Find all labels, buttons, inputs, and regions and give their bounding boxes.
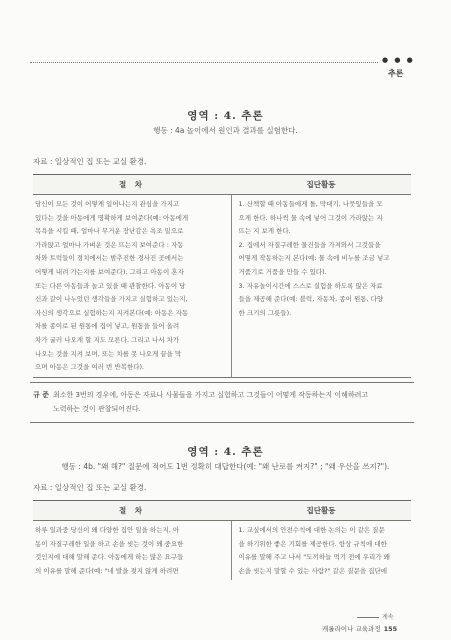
section2-group-text: [231, 521, 411, 581]
criterion-note: [33, 388, 413, 416]
continued-marker: [357, 612, 394, 621]
section1-activity-table: [33, 174, 411, 378]
procedure-text-line: 것인지에 대해 말해 준다. 아동에게 하는 많은 요구들: [35, 553, 184, 562]
criterion-label: 규 준: [33, 391, 49, 399]
group-activity-line: 1. 산책할 때 아동들에게 돌, 막대기, 나뭇잎들을 모: [238, 200, 383, 208]
section1-behavior: 행동 : 4a 놀이에서 원인과 결과를 실험한다.: [153, 126, 298, 135]
group-activity-line: 으게 한다. 하나씩 물 속에 넣어 그것이 가라앉는 지: [238, 213, 383, 222]
group-activity-line: 을 하기위한 좋은 기회를 제공한다. 항상 규칙에 대한: [238, 539, 387, 548]
procedure-text-line: 당신이 모든 것이 어떻게 일어나는지 관심을 가지고: [35, 200, 180, 208]
group-activity-line: 3. 자유놀이시간에 스스로 실험을 하도록 많은 자료: [238, 281, 383, 290]
procedure-text-line: 동이 자질구레한 일을 하고 손을 씻는 것이 왜 중요한: [35, 539, 184, 548]
section2-behavior: 행동 : 4b. "왜 해?" 질문에 적어도 1번 정확히 대답한다(예: "왜 난로를 켜지?" ; "왜 우산을 쓰지?").: [61, 462, 390, 471]
section2-procedure-header: 절 차: [33, 501, 231, 521]
header-dots: ● ● ●: [382, 56, 415, 64]
procedure-text-line: 차가 굴러 나오게 할 지도 모른다. 그리고 나서 차가: [35, 335, 180, 344]
page-footer: [322, 624, 397, 633]
section1-material: 자료 : 일상적인 집 또는 교실 환경.: [33, 157, 147, 166]
criterion-text-line2: 노력하는 것이 관찰되어진다.: [53, 405, 141, 413]
page-number: 155: [383, 625, 398, 633]
group-activity-line: 이유를 말해 주고 나서 "도끼하늘 먹기 전에 우리가 왜: [238, 553, 390, 562]
note-bottom-rule: [30, 422, 414, 423]
procedure-text-line: 신과 같이 나누었던 생각들을 가지고 실험하고 있는지,: [35, 295, 188, 304]
footer-book-title: 캐롤라이나 교육과정: [322, 625, 381, 633]
header-dotted-rule: [30, 62, 378, 63]
procedure-text-line: 으며 아동은 그것을 여러 번 반복한다).: [35, 363, 145, 372]
section1-group-text: [231, 195, 411, 378]
section1-procedure-header: 절 차: [33, 175, 231, 195]
section2-group-header: 집단활동: [231, 501, 411, 521]
section2-activity-table: [33, 500, 411, 580]
group-activity-line: 거품기로 거품을 만들 수 있다).: [238, 267, 327, 276]
procedure-text-line: 가라앉고 얼마나 가벼운 것은 뜨는지 보여준다 : 자동: [35, 240, 184, 249]
procedure-text-line: 의 이유를 말해 준다(예: "네 발을 젖지 않게 하려면: [35, 566, 179, 575]
header-section-label: 추론: [388, 69, 404, 78]
section2-title: 영역 : 4. 추론: [187, 446, 264, 458]
criterion-text-line1: 최소한 3번의 경우에, 아동은 자료나 사물들을 가지고 실험하고 그것들이 어떻게 작동하는지 이해하려고: [52, 391, 369, 399]
procedure-text-line: 나오는 것을 지켜 보며, 또는 차를 못 나오게 끝을 막: [35, 349, 182, 358]
procedure-text-line: 또는 다른 아동들과 놀고 있을 때 관찰한다. 아동이 당: [35, 281, 186, 290]
group-activity-line: 한 크기의 그릇들).: [238, 308, 292, 317]
procedure-text-line: 차와 트럭들이 경치에서는 밤추진한 경사진 곳에서는: [35, 254, 184, 263]
continued-text: 계속: [382, 614, 394, 621]
procedure-text-line: 목욕을 시킬 때, 얼마나 무거운 장난감은 욕조 밑으로: [35, 227, 184, 236]
section2-procedure-text: [33, 521, 231, 581]
procedure-text-line: 하루 일과중 당신이 왜 다양한 집안 일을 하는지, 아: [35, 526, 180, 534]
section2-material: 자료 : 일상적인 집 또는 교실 환경.: [33, 483, 147, 492]
section1-group-header: 집단활동: [231, 175, 411, 195]
procedure-text-line: 차를 종이로 된 원통에 집어 넣고, 원통을 들어 올려: [35, 322, 180, 331]
procedure-text-line: 있다는 것을 아동에게 명확하게 보여준다(예: 아동에게: [35, 213, 189, 222]
section1-procedure-text: [33, 195, 231, 378]
group-activity-line: 1. 교실에서의 안전수칙에 대한 논의는 이 같은 질문: [238, 526, 385, 534]
group-activity-line: 손을 씻는지 말할 수 있는 사람?" 같은 질문을 집단에: [238, 566, 388, 575]
group-activity-line: 2. 집에서 자질구레한 물건들을 가져와서 그것들을: [238, 240, 381, 249]
procedure-text-line: 어떻게 내려 가는지를 보여준다). 그리고 아동이 혼자: [35, 267, 184, 276]
procedure-text-line: 자신의 생각으로 실험하는지 지켜본다(예: 아동은 자동: [35, 308, 189, 317]
group-activity-line: 들을 제공해 준다(예: 블럭, 자동차, 종이 원통, 다양: [238, 295, 384, 304]
group-activity-line: 뜨는 지 보게 한다.: [238, 227, 291, 236]
section1-title: 영역 : 4. 추론: [187, 110, 264, 122]
note-top-rule: [30, 382, 414, 383]
group-activity-line: 어떻게 작동하는지 본다(예: 물 속에 비누를 조금 넣고: [238, 254, 390, 263]
